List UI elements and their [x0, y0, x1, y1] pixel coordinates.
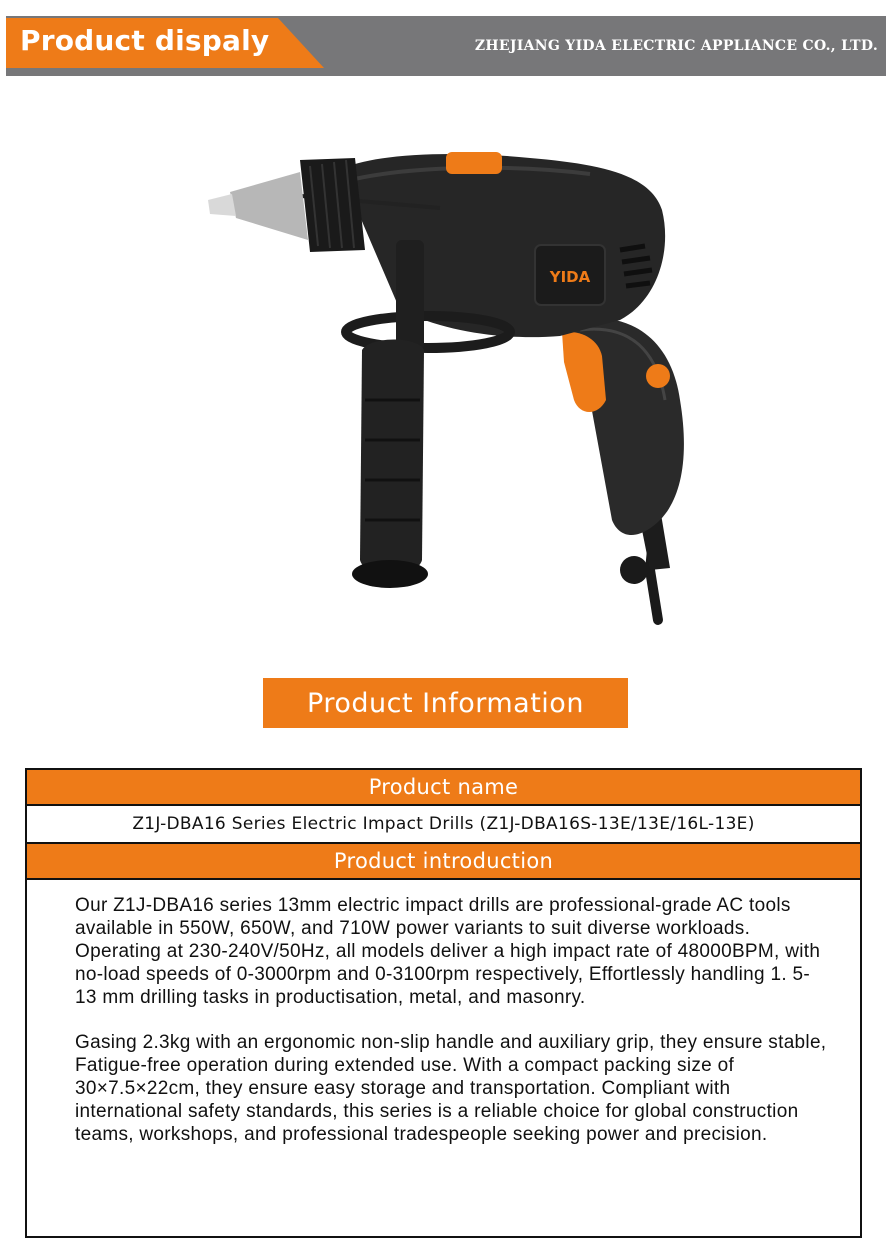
product-info-table — [25, 768, 862, 1238]
product-introduction-body — [27, 880, 860, 1146]
header-banner — [6, 16, 886, 76]
header-title-tab — [6, 18, 326, 68]
product-name-header: Product name — [27, 770, 860, 806]
company-name: ZHEJIANG YIDA ELECTRIC APPLIANCE CO., LTD. — [474, 38, 878, 54]
product-introduction-header: Product introduction — [27, 844, 860, 880]
impact-drill-photo — [150, 100, 710, 640]
brand-logo-text: YIDA — [549, 268, 591, 286]
intro-paragraph: Gasing 2.3kg with an ergonomic non-slip handle and auxiliary grip, they ensure stable, Fatigue-free operation during extended use. With a compact packing size of 30×7.5×22cm, they ensure easy storage and transportation. Compliant with international safety standards, this series is a reliable choice for global construction teams, workshops, and professional tradespeople seeking power and precision. — [75, 1032, 827, 1145]
product-information-heading: Product Information — [263, 678, 628, 728]
intro-paragraph: Our Z1J-DBA16 series 13mm electric impact drills are professional-grade AC tools available in 550W, 650W, and 710W power variants to suit diverse workloads. Operating at 230-240V/50Hz, all models deliver a high impact rate of 48000BPM, with no-load speeds of 0-3000rpm and 0-3100rpm respectively, Effortlessly handling 1. 5-13 mm drilling tasks in productisation, metal, and masonry. — [75, 895, 821, 1008]
product-name-value: Z1J-DBA16 Series Electric Impact Drills (Z1J-DBA16S-13E/13E/16L-13E) — [27, 806, 860, 844]
page-title: Product dispaly — [20, 24, 270, 57]
